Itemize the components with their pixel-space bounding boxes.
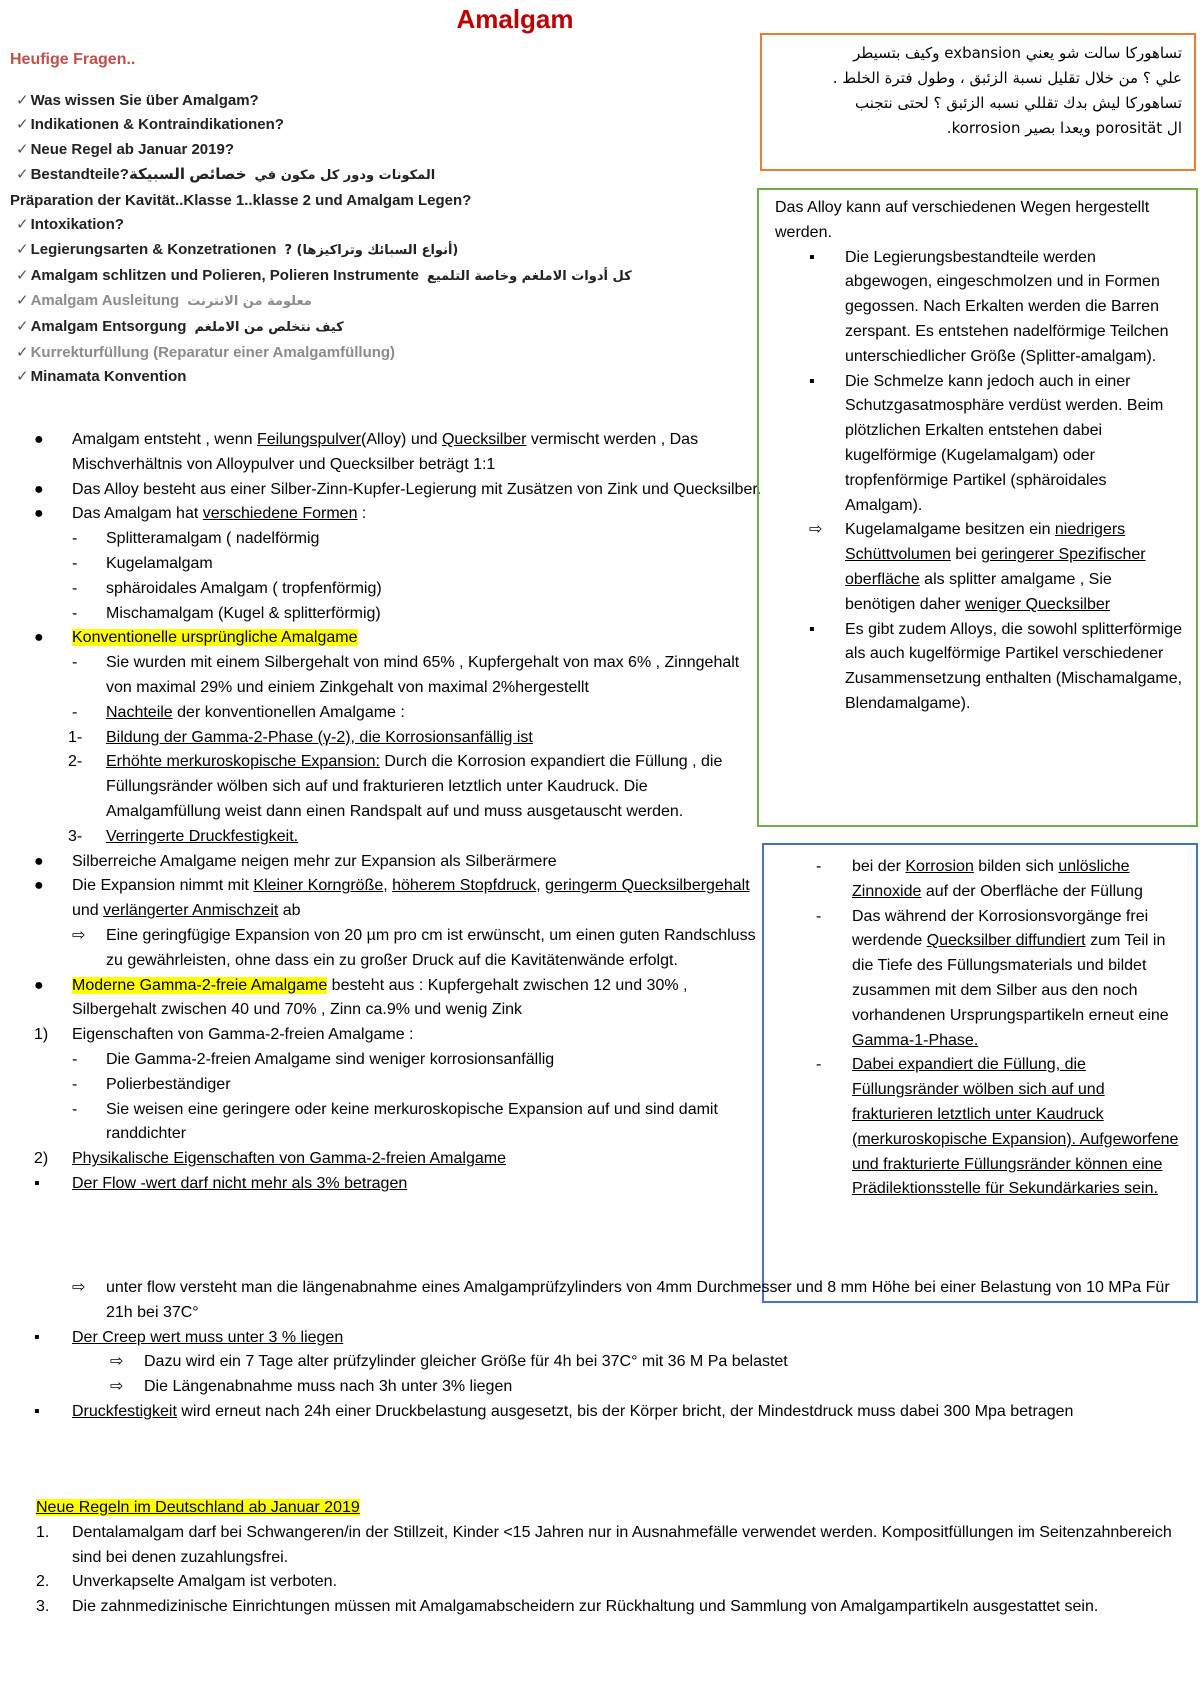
check-icon: ✓ (16, 240, 29, 258)
faq-item-arabic: (أنواع السبائك وتراكيزها) ? (284, 242, 459, 258)
creep-details (72, 1350, 1172, 1400)
list-item (809, 518, 1186, 617)
check-icon: ✓ (16, 368, 29, 386)
list-item (68, 750, 762, 824)
physikalische-heading: Physikalische Eigenschaften von Gamma-2-freien Amalgame (72, 1150, 506, 1168)
list-item (34, 1326, 1172, 1351)
faq-item (10, 189, 610, 214)
method-2: Die Schmelze kann jedoch auch in einer Schutzgasatmosphäre verdüst werden. Beim plötzlichen Erkalten entstehen dabei kugelförmige (Kugelamalgam) oder tropfenförmige Partikel (sphäroidales Amalgam). (845, 372, 1164, 514)
form-item: Splitteramalgam ( nadelförmig (106, 530, 320, 548)
number-marker: 3- (68, 827, 83, 845)
dash-icon: - (72, 703, 78, 721)
alloy-methods (775, 246, 1186, 717)
expansion-note (72, 924, 762, 974)
dash-icon: - (816, 1056, 822, 1074)
nachteil-1: Bildung der Gamma-2-Phase (γ-2), die Korrosionsanfällig ist (106, 728, 533, 746)
list-item (34, 428, 762, 478)
bullet-icon: ● (34, 629, 44, 647)
dash-icon: - (816, 907, 822, 925)
check-icon: ✓ (16, 343, 29, 361)
nachteile-heading: Nachteile der konventionellen Amalgame : (106, 703, 405, 721)
flow-definition (72, 1276, 1172, 1326)
arabic-line: تساهوركا سالت شو يعني exbansion وكيف بتسيطر (853, 44, 1182, 62)
number-marker: 2. (36, 1573, 50, 1591)
eigenschaft-item: Die Gamma-2-freien Amalgame sind weniger korrosionsanfällig (106, 1050, 555, 1068)
arrow-icon: ⇨ (72, 1279, 86, 1296)
list-item (34, 1147, 762, 1172)
list-item (72, 1276, 1172, 1326)
dash-icon: - (72, 1100, 78, 1118)
faq-item-text: Was wissen Sie über Amalgam? (30, 91, 259, 109)
corrosion-3: Dabei expandiert die Füllung, die Füllungsränder wölben sich auf und frakturieren letztlich unter Kaudruck (merkuroskopische Expansion). Aufgeworfene und frakturierte Füllungsränder können eine Prädilektionsstelle für Sekundärkaries sein. (852, 1056, 1179, 1198)
faq-item (10, 163, 610, 189)
silver-expansion: Silberreiche Amalgame neigen mehr zur Expansion als Silberärmere (72, 852, 557, 870)
list-item (34, 874, 762, 924)
method-3: Es gibt zudem Alloys, die sowohl splitterförmige als auch kugelförmige Partikel verschiedener Zusammensetzung enthalten (Mischamalgame, Blendamalgame). (845, 620, 1183, 712)
list-item (816, 855, 1186, 905)
faq-item (10, 138, 610, 163)
list-item (110, 1375, 1172, 1400)
faq-item (10, 89, 610, 114)
number-marker: 1) (34, 1026, 49, 1044)
form-item: Kugelamalgam (106, 554, 213, 572)
faq-item-text: Indikationen & Kontraindikationen? (30, 116, 284, 134)
faq-item-text: Minamata Konvention (30, 368, 187, 386)
bullet-icon: ● (34, 505, 44, 523)
method-1: Die Legierungsbestandteile werden abgewogen, eingeschmolzen und in Formen gegossen. Nach Erkalten werden die Barren zerspant. Es entstehen nadelförmige Teilchen unterschiedlicher Größe (Splitter-amalgam). (845, 248, 1169, 365)
arrow-icon: ⇨ (809, 521, 823, 539)
number-marker: 2) (34, 1150, 49, 1168)
arabic-note (762, 35, 1194, 141)
square-bullet-icon: ▪ (809, 620, 815, 638)
faq-item-arabic: كل أدوات الاملغم وخاصة التلميع (427, 268, 632, 284)
faq-item-text: Bestandteile?خصائص السبيكة (30, 165, 247, 183)
nachteil-3: Verringerte Druckfestigkeit. (106, 827, 299, 845)
faq-item (10, 341, 610, 366)
eigenschaften-heading: Eigenschaften von Gamma-2-freien Amalgame : (72, 1026, 414, 1044)
druck-heading: Druckfestigkeit (72, 1402, 177, 1420)
flow-heading: Der Flow -wert darf nicht mehr als 3% betragen (72, 1174, 408, 1192)
arrow-icon: ⇨ (72, 926, 86, 944)
list-item (34, 974, 762, 1024)
konventionelle-heading: Konventionelle ursprüngliche Amalgame (72, 629, 358, 647)
corrosion-2: Das während der Korrosionsvorgänge frei werdende Quecksilber diffundiert zum Teil in die Tiefe des Füllungsmaterials und bildet zusammen mit dem Silber aus den noch vorhandenen Ursprungspartikeln erneut eine Gamma-1-Phase. (852, 907, 1169, 1049)
page-title: Amalgam (456, 4, 574, 34)
kugelamalgam-note: Kugelamalgame besitzen ein niedrigers Schüttvolumen bei geringerer Spezifischer oberfläche als splitter amalgame , Sie benötigen daher weniger Quecksilber (845, 521, 1146, 613)
bullet-icon: ● (34, 480, 44, 498)
bullet-icon: ● (34, 877, 44, 895)
creep-detail: Die Längenabnahme muss nach 3h unter 3% liegen (144, 1378, 513, 1396)
check-icon: ✓ (16, 165, 29, 183)
faq-item-text: Neue Regel ab Januar 2019? (30, 141, 235, 159)
number-marker: 3. (36, 1598, 50, 1616)
list-item (72, 552, 762, 577)
list-item (36, 1595, 1196, 1620)
list-item (72, 577, 762, 602)
faq-heading: Heufige Fragen.. (10, 51, 136, 68)
list-item (68, 726, 762, 751)
list-item (72, 602, 762, 627)
eigenschaft-item: Sie weisen eine geringere oder keine merkuroskopische Expansion auf und sind damit randdichter (106, 1100, 718, 1143)
list-item (36, 1521, 1196, 1571)
list-item (809, 618, 1186, 717)
list-item (34, 502, 762, 527)
square-bullet-icon: ▪ (34, 1402, 40, 1420)
faq-item-text: Intoxikation? (30, 216, 124, 234)
list-item (72, 1073, 762, 1098)
dash-icon: - (72, 1075, 78, 1093)
creep-heading: Der Creep wert muss unter 3 % liegen (72, 1328, 344, 1346)
form-item: Mischamalgam (Kugel & splitterförmig) (106, 604, 381, 622)
nachteil-2-title: Erhöhte merkuroskopische Expansion: (106, 753, 380, 771)
check-icon: ✓ (16, 116, 29, 134)
druck-desc: wird erneut nach 24h einer Druckbelastung ausgesetzt, bis der Körper bricht, der Mindestdruck muss dabei 300 Mpa betragen (176, 1402, 1074, 1420)
arabic-line: علي ؟ من خلال تقليل نسبة الزئبق ، وطول فترة الخلط . (832, 69, 1182, 87)
faq-item-text: Amalgam schlitzen und Polieren, Polieren Instrumente (30, 266, 419, 284)
list-item (34, 1172, 762, 1197)
list-item (110, 1350, 1172, 1375)
list-item (809, 246, 1186, 370)
faq-item (10, 213, 610, 238)
dash-icon: - (72, 1050, 78, 1068)
creep-detail: Dazu wird ein 7 Tage alter prüfzylinder gleicher Größe für 4h bei 37C° mit 36 M Pa belastet (144, 1353, 788, 1371)
alloy-composition: Das Alloy besteht aus einer Silber-Zinn-Kupfer-Legierung mit Zusätzen von Zink und Quecksilber. (72, 480, 762, 498)
forms-heading: Das Amalgam hat verschiedene Formen : (72, 505, 367, 523)
list-item (72, 1098, 762, 1148)
faq-section (10, 48, 632, 390)
rule-item: Die zahnmedizinische Einrichtungen müssen mit Amalgamabscheidern zur Rückhaltung und Sammlung von Amalgampartikeln ausgestattet sein. (72, 1598, 1099, 1616)
corrosion-box (762, 843, 1198, 1303)
dash-icon: - (72, 530, 78, 548)
list-item (34, 478, 762, 503)
faq-item-text: Amalgam Ausleitung (30, 292, 180, 310)
check-icon: ✓ (16, 266, 29, 284)
konv-description: Sie wurden mit einem Silbergehalt von mind 65% , Kupfergehalt von max 6% , Zinngehalt von maximal 29% und einiem Zinkgehalt von maximal 2%hergestellt (106, 654, 740, 696)
list-item (816, 1053, 1186, 1202)
alloy-production-box (757, 188, 1198, 827)
check-icon: ✓ (16, 141, 29, 159)
number-marker: 1- (68, 728, 83, 746)
square-bullet-icon: ▪ (34, 1174, 40, 1192)
flow-def-text: unter flow versteht man die längenabnahme eines Amalgamprüfzylinders von 4mm Durchmesser und 8 mm Höhe bei einer Belastung von 10 MPa Für 21h bei 37C° (106, 1279, 1170, 1321)
faq-item (10, 365, 610, 390)
faq-item (10, 315, 610, 341)
faq-item-arabic: معلومة من الانترنت (187, 294, 312, 310)
check-icon: ✓ (16, 292, 29, 310)
list-item (816, 905, 1186, 1054)
number-marker: 2- (68, 753, 83, 771)
list-item (72, 527, 762, 552)
main-content (34, 428, 762, 1197)
check-icon: ✓ (16, 216, 29, 234)
faq-item (10, 289, 610, 315)
rule-item: Unverkapselte Amalgam ist verboten. (72, 1573, 338, 1591)
list-item (72, 651, 762, 701)
list-item (72, 701, 762, 726)
faq-item-text: Amalgam Entsorgung (30, 318, 187, 336)
dash-icon: - (72, 579, 78, 597)
bullet-icon: ● (34, 431, 44, 448)
faq-list (10, 89, 632, 390)
moderne-desc: besteht aus : Kupfergehalt zwischen 12 und 30% , Silbergehalt zwischen 40 und 70% , Zinn ca.9% und wenig Zink (72, 976, 688, 1019)
expansion-arrow-text: Eine geringfügige Expansion von 20 µm pro cm ist erwünscht, um einen guten Randschluss zu gewährleisten, ohne dass ein zu großer Druck auf die Kavitätenwände erfolgt. (106, 926, 756, 969)
alloy-production-content (759, 190, 1196, 717)
list-item (34, 850, 762, 875)
faq-item-text: Legierungsarten & Konzetrationen (30, 240, 277, 258)
arabic-line: ال porosität ويعدا بصير korrosion. (946, 119, 1182, 137)
faq-item-arabic: المكونات ودور كل مكون في (254, 167, 436, 183)
check-icon: ✓ (16, 318, 29, 336)
number-marker: 1. (36, 1523, 50, 1541)
square-bullet-icon: ▪ (34, 1328, 40, 1346)
expansion-factors: Die Expansion nimmt mit Kleiner Korngröße, höherem Stopfdruck, geringerm Quecksilbergehalt und verlängerter Anmischzeit ab (72, 877, 750, 920)
alloy-intro: Das Alloy kann auf verschiedenen Wegen hergestellt werden. (775, 199, 1150, 241)
forms-list (72, 527, 762, 626)
faq-item-text: Kurrekturfüllung (Reparatur einer Amalgamfüllung) (30, 343, 396, 361)
dash-icon: - (72, 654, 78, 672)
arabic-note-box (760, 33, 1196, 171)
corrosion-1: bei der Korrosion bilden sich unlösliche Zinnoxide auf der Oberfläche der Füllung (852, 858, 1143, 900)
bullet-icon: ● (34, 852, 44, 870)
form-item: sphäroidales Amalgam ( tropfenförmig) (106, 579, 382, 597)
square-bullet-icon: ▪ (809, 372, 815, 390)
faq-item (10, 113, 610, 138)
new-rules-section (36, 1496, 1196, 1620)
dash-icon: - (72, 604, 78, 622)
dash-icon: - (816, 858, 822, 875)
list-item (809, 370, 1186, 519)
rules-heading: Neue Regeln im Deutschland ab Januar 2019 (36, 1499, 360, 1516)
eigenschaften-list (72, 1048, 762, 1147)
list-item (34, 626, 762, 651)
rules-list (36, 1521, 1196, 1620)
rule-item: Dentalamalgam darf bei Schwangeren/in der Stillzeit, Kinder <15 Jahren nur in Ausnahmefälle verwendet werden. Kompositfüllungen im Seitenzahnbereich sind bei denen zuzahlungsfrei. (72, 1523, 1172, 1566)
list-item (72, 1048, 762, 1073)
faq-item (10, 238, 610, 264)
list-item (36, 1570, 1196, 1595)
check-icon: ✓ (16, 91, 29, 109)
list-item (68, 825, 762, 850)
list-item (34, 1400, 1172, 1425)
moderne-heading: Moderne Gamma-2-freie Amalgame (72, 976, 328, 994)
nachteil-2-desc: Durch die Korrosion expandiert die Füllung , die Füllungsränder wölben sich auf und frakturieren letztlich unter Kaudruck. Die Amalgamfüllung weist dann einen Randspalt auf und muss ausgetauscht werden. (106, 753, 723, 820)
amalgam-definition: Amalgam entsteht , wenn Feilungspulver(Alloy) und Quecksilber vermischt werden , Das Mischverhältnis von Alloypulver und Quecksilber beträgt 1:1 (72, 431, 699, 473)
eigenschaft-item: Polierbeständiger (106, 1075, 231, 1093)
arrow-icon: ⇨ (110, 1353, 124, 1371)
square-bullet-icon: ▪ (809, 248, 815, 266)
konv-details (68, 651, 762, 849)
list-item (34, 1023, 762, 1048)
dash-icon: - (72, 554, 78, 572)
arabic-line: تساهوركا ليش بدك تقللي نسبه الزئبق ؟ لحتى نتجنب (855, 94, 1182, 112)
faq-item-text: Präparation der Kavität..Klasse 1..klasse 2 und Amalgam Legen? (10, 191, 472, 209)
arrow-icon: ⇨ (110, 1378, 124, 1396)
corrosion-content (764, 845, 1196, 1202)
faq-item (10, 264, 632, 290)
bullet-icon: ● (34, 976, 44, 994)
list-item (72, 924, 762, 974)
lower-content (34, 1276, 1172, 1425)
faq-item-arabic: كيف نتخلص من الاملغم (194, 320, 344, 336)
